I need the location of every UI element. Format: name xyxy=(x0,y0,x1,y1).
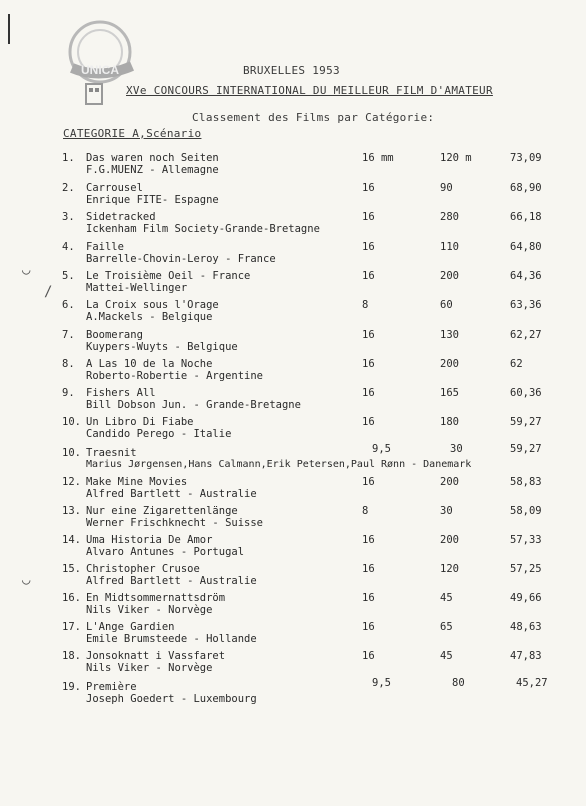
film-score: 58,09 xyxy=(510,505,542,517)
list-item xyxy=(0,182,586,212)
list-item xyxy=(0,358,586,388)
film-author: Werner Frischknecht - Suisse xyxy=(86,517,264,529)
film-score: 59,27 xyxy=(510,416,542,428)
film-author: Nils Viker - Norvège xyxy=(86,604,213,616)
rank: 18. xyxy=(62,650,81,662)
film-score: 48,63 xyxy=(510,621,542,633)
film-title: Faille xyxy=(86,241,124,253)
film-author: Alfred Bartlett - Australie xyxy=(86,575,257,587)
list-item xyxy=(0,416,586,446)
film-length: 110 xyxy=(440,241,459,253)
list-item xyxy=(0,650,586,680)
margin-mark: / xyxy=(44,284,53,300)
margin-mark: ◡ xyxy=(22,262,31,278)
rank: 12. xyxy=(62,476,81,488)
list-item xyxy=(0,270,586,300)
film-title: Un Libro Di Fiabe xyxy=(86,416,194,428)
list-item xyxy=(0,241,586,271)
rank: 13. xyxy=(62,505,81,517)
header-classement: Classement des Films par Catégorie: xyxy=(192,111,435,124)
rank: 10. xyxy=(62,447,81,459)
film-author: Mattei-Wellinger xyxy=(86,282,188,294)
film-length: 30 xyxy=(450,443,463,455)
list-item xyxy=(0,621,586,651)
film-title: Uma Historia De Amor xyxy=(86,534,213,546)
film-length: 80 xyxy=(452,677,465,689)
film-title: Christopher Crusoe xyxy=(86,563,200,575)
rank: 16. xyxy=(62,592,81,604)
list-item xyxy=(0,563,586,593)
film-format: 16 xyxy=(362,416,375,428)
film-score: 58,83 xyxy=(510,476,542,488)
film-length: 120 m xyxy=(440,152,472,164)
film-format: 16 xyxy=(362,621,375,633)
film-title: Première xyxy=(86,681,137,693)
film-score: 64,80 xyxy=(510,241,542,253)
list-item xyxy=(0,505,586,535)
film-title: Das waren noch Seiten xyxy=(86,152,219,164)
film-score: 60,36 xyxy=(510,387,542,399)
film-author: Marius Jørgensen,Hans Calmann,Erik Petersen,Paul Rønn - Danemark xyxy=(86,459,472,470)
film-score: 64,36 xyxy=(510,270,542,282)
film-title: Traesnit xyxy=(86,447,137,459)
film-title: Le Troisième Oeil - France xyxy=(86,270,251,282)
film-length: 200 xyxy=(440,476,459,488)
margin-mark: ◡ xyxy=(22,572,31,588)
film-format: 16 xyxy=(362,387,375,399)
film-author: Ickenham Film Society-Grande-Bretagne xyxy=(86,223,320,235)
list-item xyxy=(0,534,586,564)
rank: 8. xyxy=(62,358,75,370)
list-item xyxy=(0,677,586,711)
film-score: 73,09 xyxy=(510,152,542,164)
list-item xyxy=(0,211,586,241)
film-author: A.Mackels - Belgique xyxy=(86,311,213,323)
film-title: Jonsoknatt i Vassfaret xyxy=(86,650,226,662)
film-length: 130 xyxy=(440,329,459,341)
film-author: Barrelle-Chovin-Leroy - France xyxy=(86,253,276,265)
film-author: Alfred Bartlett - Australie xyxy=(86,488,257,500)
film-score: 49,66 xyxy=(510,592,542,604)
film-format: 16 xyxy=(362,592,375,604)
film-format: 9,5 xyxy=(372,677,391,689)
rank: 4. xyxy=(62,241,75,253)
film-length: 30 xyxy=(440,505,453,517)
rank: 1. xyxy=(62,152,75,164)
film-title: L'Ange Gardien xyxy=(86,621,175,633)
film-author: Emile Brumsteede - Hollande xyxy=(86,633,257,645)
rank: 14. xyxy=(62,534,81,546)
film-author: Nils Viker - Norvège xyxy=(86,662,213,674)
film-title: Nur eine Zigarettenlänge xyxy=(86,505,238,517)
header-city-year: BRUXELLES 1953 xyxy=(243,64,340,77)
film-title: Fishers All xyxy=(86,387,156,399)
film-length: 180 xyxy=(440,416,459,428)
film-author: F.G.MUENZ - Allemagne xyxy=(86,164,219,176)
film-format: 16 xyxy=(362,270,375,282)
rank: 15. xyxy=(62,563,81,575)
film-length: 45 xyxy=(440,592,453,604)
film-title: Sidetracked xyxy=(86,211,156,223)
film-author: Alvaro Antunes - Portugal xyxy=(86,546,245,558)
film-length: 280 xyxy=(440,211,459,223)
film-author: Candido Perego - Italie xyxy=(86,428,232,440)
film-format: 8 xyxy=(362,505,369,517)
film-length: 200 xyxy=(440,534,459,546)
list-item xyxy=(0,476,586,506)
list-item xyxy=(0,592,586,622)
film-format: 8 xyxy=(362,299,369,311)
film-length: 200 xyxy=(440,358,459,370)
film-length: 90 xyxy=(440,182,453,194)
film-length: 165 xyxy=(440,387,459,399)
film-author: Bill Dobson Jun. - Grande-Bretagne xyxy=(86,399,301,411)
film-score: 47,83 xyxy=(510,650,542,662)
film-format: 16 xyxy=(362,534,375,546)
film-format: 16 xyxy=(362,358,375,370)
film-format: 16 xyxy=(362,650,375,662)
film-author: Enrique FITE- Espagne xyxy=(86,194,219,206)
rank: 9. xyxy=(62,387,75,399)
rank: 19. xyxy=(62,681,81,693)
film-score: 62,27 xyxy=(510,329,542,341)
film-title: Boomerang xyxy=(86,329,143,341)
film-score: 68,90 xyxy=(510,182,542,194)
film-score: 57,33 xyxy=(510,534,542,546)
film-format: 16 xyxy=(362,563,375,575)
film-length: 200 xyxy=(440,270,459,282)
film-format: 16 xyxy=(362,241,375,253)
film-score: 62 xyxy=(510,358,523,370)
film-title: La Croix sous l'Orage xyxy=(86,299,219,311)
rank: 5. xyxy=(62,270,75,282)
rank: 7. xyxy=(62,329,75,341)
film-title: Carrousel xyxy=(86,182,143,194)
rank: 17. xyxy=(62,621,81,633)
header-contest-title: XVe CONCOURS INTERNATIONAL DU MEILLEUR FILM D'AMATEUR xyxy=(126,84,493,97)
rank: 6. xyxy=(62,299,75,311)
film-format: 16 xyxy=(362,211,375,223)
film-length: 65 xyxy=(440,621,453,633)
rank: 3. xyxy=(62,211,75,223)
film-length: 120 xyxy=(440,563,459,575)
punch-mark xyxy=(8,14,10,44)
film-format: 9,5 xyxy=(372,443,391,455)
category-heading: CATEGORIE A,Scénario xyxy=(63,127,202,140)
list-item xyxy=(0,152,586,182)
film-score: 45,27 xyxy=(516,677,548,689)
film-score: 59,27 xyxy=(510,443,542,455)
list-item xyxy=(0,299,586,329)
list-item xyxy=(0,387,586,417)
svg-text:UNICA: UNICA xyxy=(81,63,119,77)
film-format: 16 xyxy=(362,476,375,488)
rank: 10. xyxy=(62,416,81,428)
film-length: 45 xyxy=(440,650,453,662)
film-length: 60 xyxy=(440,299,453,311)
rank: 2. xyxy=(62,182,75,194)
film-score: 66,18 xyxy=(510,211,542,223)
film-format: 16 xyxy=(362,182,375,194)
list-item xyxy=(0,329,586,359)
film-format: 16 xyxy=(362,329,375,341)
film-score: 57,25 xyxy=(510,563,542,575)
list-item xyxy=(0,443,586,477)
film-title: A Las 10 de la Noche xyxy=(86,358,213,370)
film-author: Kuypers-Wuyts - Belgique xyxy=(86,341,238,353)
film-title: Make Mine Movies xyxy=(86,476,188,488)
film-format: 16 mm xyxy=(362,152,394,164)
film-author: Joseph Goedert - Luxembourg xyxy=(86,693,257,705)
film-title: En Midtsommernattsdröm xyxy=(86,592,226,604)
film-author: Roberto-Robertie - Argentine xyxy=(86,370,264,382)
film-score: 63,36 xyxy=(510,299,542,311)
